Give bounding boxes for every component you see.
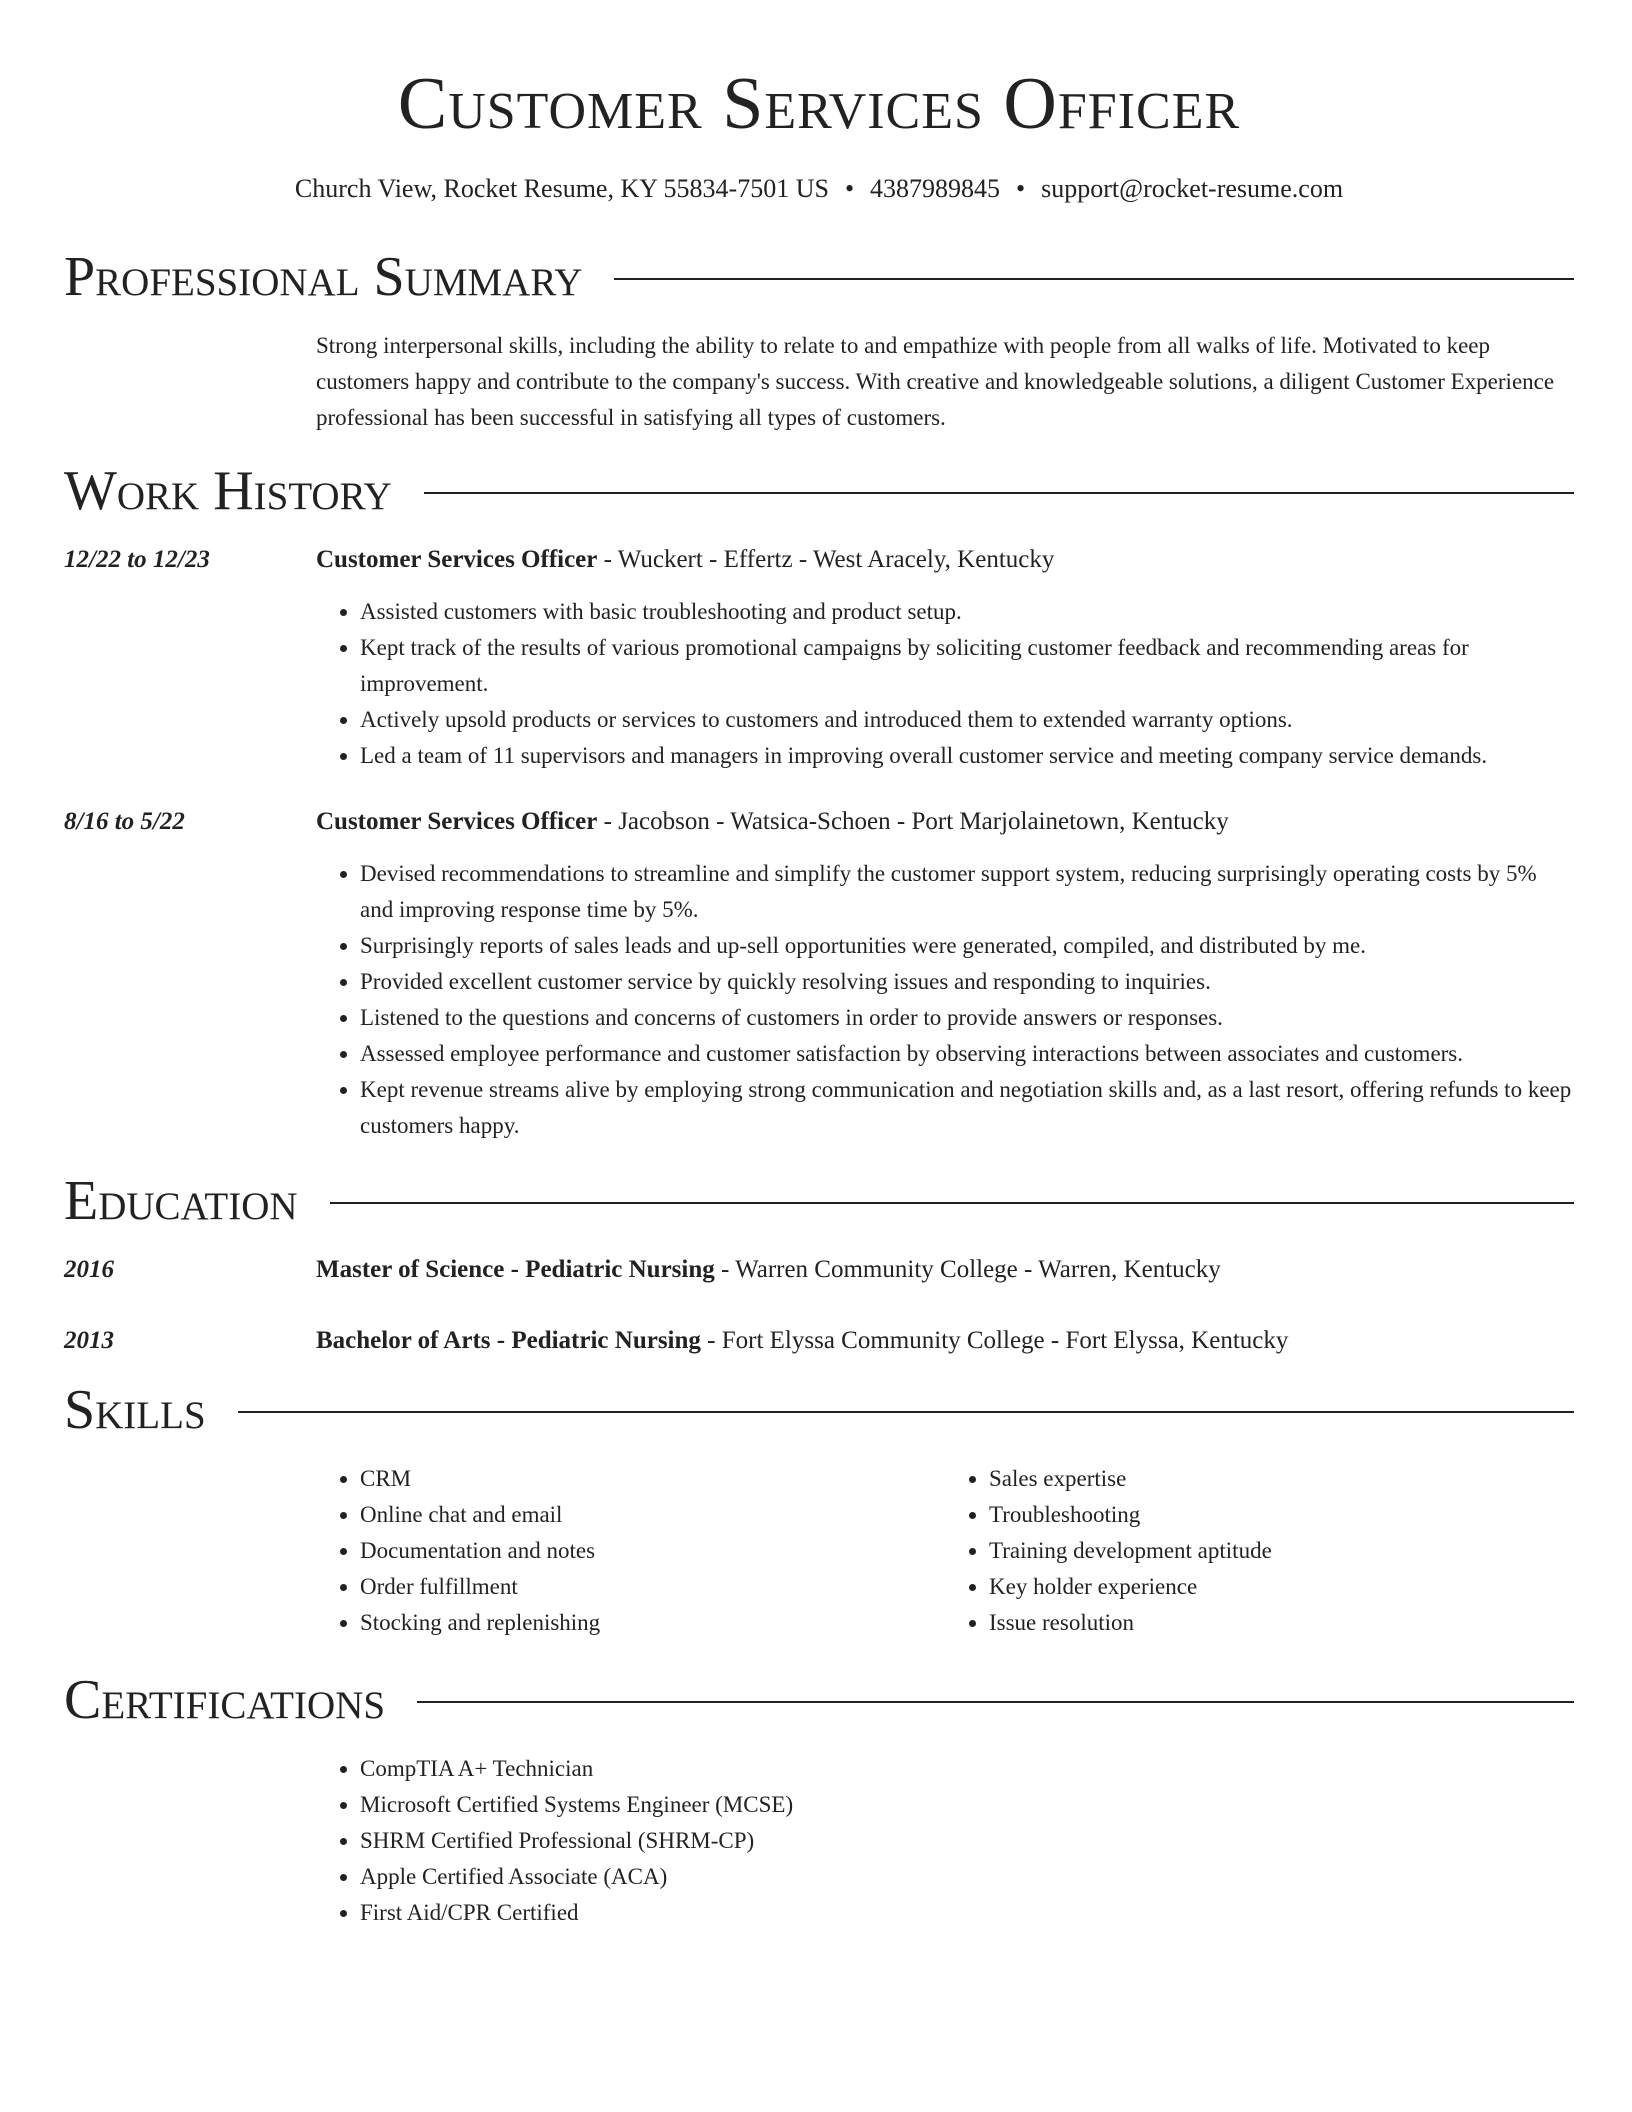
work-section-header: [64, 460, 1574, 522]
job-role: Customer Services Officer: [316, 808, 598, 835]
job-bullet: • Listened to the questions and concerns of customers in order to provide answers or responses.: [360, 1000, 1574, 1036]
certification-item: • Apple Certified Associate (ACA): [360, 1859, 1574, 1895]
education-line: [316, 1323, 1574, 1359]
summary-text: Strong interpersonal skills, including the ability to relate to and empathize with people from all walks of life. Motivated to keep customers happy and contribute to the company's success. With creative and knowledgeable solutions, a diligent Customer Experience professional has been successful in satisfying all types of customers.: [316, 333, 1555, 430]
education-section-title: Education: [64, 1170, 298, 1232]
certifications-list: [316, 1751, 1574, 1931]
job-bullet: • Assisted customers with basic troubleshooting and product setup.: [360, 594, 1574, 630]
certifications-section-title: Certifications: [64, 1669, 386, 1731]
job-bullets: [316, 856, 1574, 1144]
job-entry: [64, 804, 1574, 1144]
skill-item: • Online chat and email: [360, 1497, 945, 1533]
job-bullet: • Devised recommendations to streamline and simplify the customer support system, reducing surprisingly operating costs by 5% and improving response time by 5%.: [360, 856, 1574, 928]
skill-item: • Stocking and replenishing: [360, 1605, 945, 1641]
certifications-section-header: [64, 1669, 1574, 1731]
job-role: Customer Services Officer: [316, 546, 598, 573]
contact-phone: 4387989845: [870, 174, 1001, 203]
skills-section-title: Skills: [64, 1379, 206, 1441]
skills-list-right: [945, 1461, 1574, 1641]
job-company: - Wuckert - Effertz - West Aracely, Kentucky: [597, 546, 1055, 573]
skill-item: • Training development aptitude: [989, 1533, 1574, 1569]
summary-section-title: Professional Summary: [64, 246, 583, 308]
certification-item: • CompTIA A+ Technician: [360, 1751, 1574, 1787]
skill-item: • CRM: [360, 1461, 945, 1497]
job-title-line: [316, 804, 1574, 840]
education-degree: Bachelor of Arts - Pediatric Nursing: [316, 1327, 701, 1354]
certification-item: • First Aid/CPR Certified: [360, 1895, 1574, 1931]
work-section-title: Work History: [64, 460, 392, 522]
section-divider: [330, 1202, 1574, 1204]
contact-address: Church View, Rocket Resume, KY 55834-7501 US: [294, 174, 829, 203]
job-bullet: • Surprisingly reports of sales leads and up-sell opportunities were generated, compiled, and distributed by me.: [360, 928, 1574, 964]
skills-columns: [316, 1461, 1574, 1641]
education-entry: [64, 1323, 1574, 1359]
resume-name: Customer Services Officer: [397, 63, 1241, 145]
contact-email: support@rocket-resume.com: [1041, 174, 1344, 203]
certification-item: • Microsoft Certified Systems Engineer (MCSE): [360, 1787, 1574, 1823]
education-school: - Fort Elyssa Community College - Fort Elyssa, Kentucky: [700, 1327, 1289, 1354]
skills-list-left: [316, 1461, 945, 1641]
job-title-line: [316, 542, 1574, 578]
education-entry: [64, 1252, 1574, 1288]
job-bullet: • Actively upsold products or services to customers and introduced them to extended warranty options.: [360, 702, 1574, 738]
section-divider: [424, 492, 1574, 494]
education-degree: Master of Science - Pediatric Nursing: [316, 1256, 715, 1283]
contact-line: [64, 172, 1574, 206]
job-bullet: • Assessed employee performance and customer satisfaction by observing interactions between associates and customers.: [360, 1036, 1574, 1072]
job-entry: [64, 542, 1574, 774]
section-divider: [238, 1411, 1574, 1413]
certifications-block: [316, 1751, 1574, 1931]
education-section-header: [64, 1170, 1574, 1232]
summary-section-header: [64, 246, 1574, 308]
job-dates: 12/22 to 12/23: [64, 546, 210, 573]
contact-separator: •: [844, 174, 855, 203]
skill-item: • Troubleshooting: [989, 1497, 1574, 1533]
resume-page: [64, 0, 1574, 1931]
skill-item: • Key holder experience: [989, 1569, 1574, 1605]
skill-item: • Sales expertise: [989, 1461, 1574, 1497]
job-bullet: • Provided excellent customer service by quickly resolving issues and responding to inquiries.: [360, 964, 1574, 1000]
education-year: 2013: [64, 1327, 114, 1354]
contact-separator: •: [1016, 174, 1026, 203]
section-divider: [614, 278, 1574, 280]
job-dates: 8/16 to 5/22: [64, 808, 185, 835]
education-line: [316, 1252, 1574, 1288]
section-divider: [417, 1701, 1574, 1703]
job-bullet: • Led a team of 11 supervisors and managers in improving overall customer service and meeting company service demands.: [360, 738, 1574, 774]
skill-item: • Order fulfillment: [360, 1569, 945, 1605]
job-bullet: • Kept revenue streams alive by employing strong communication and negotiation skills and, as a last resort, offering refunds to keep customers happy.: [360, 1072, 1574, 1144]
education-school: - Warren Community College - Warren, Kentucky: [714, 1256, 1221, 1283]
education-year: 2016: [64, 1256, 114, 1283]
skill-item: • Issue resolution: [989, 1605, 1574, 1641]
skills-section-header: [64, 1379, 1574, 1441]
job-company: - Jacobson - Watsica-Schoen - Port Marjolainetown, Kentucky: [597, 808, 1229, 835]
skill-item: • Documentation and notes: [360, 1533, 945, 1569]
job-bullet: • Kept track of the results of various promotional campaigns by soliciting customer feedback and recommending areas for improvement.: [360, 630, 1574, 702]
certification-item: • SHRM Certified Professional (SHRM-CP): [360, 1823, 1574, 1859]
job-bullets: [316, 594, 1574, 774]
